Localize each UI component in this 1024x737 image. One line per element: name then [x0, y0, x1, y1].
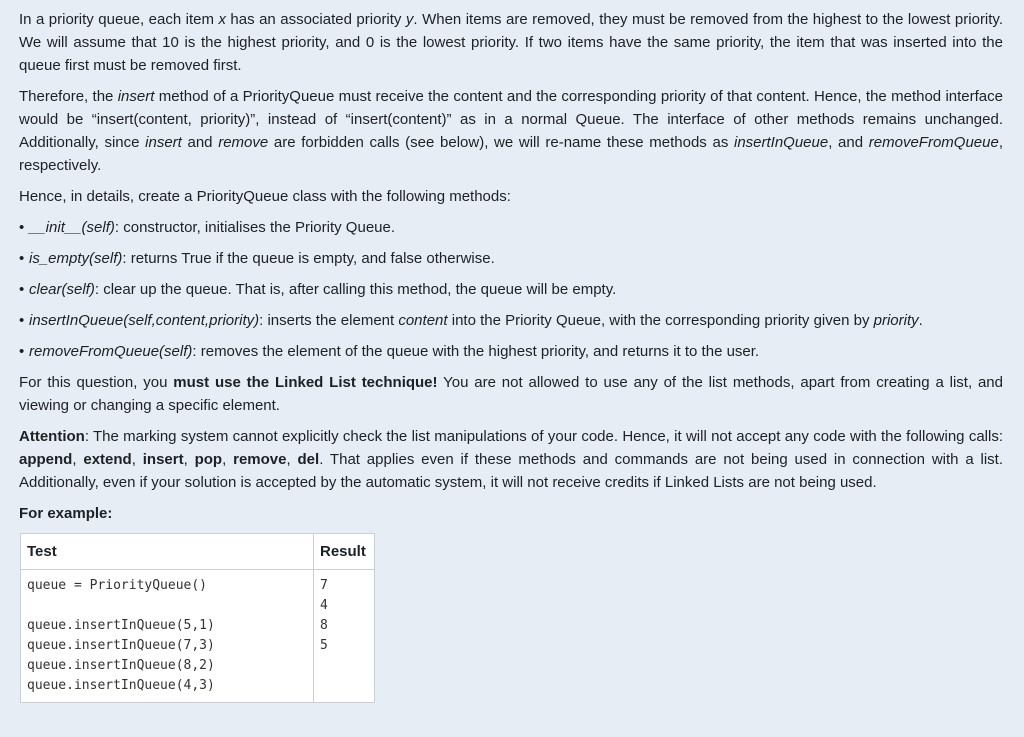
table-header-row: [21, 534, 375, 570]
test-cell: [21, 570, 314, 703]
test-code: queue = PriorityQueue() queue.insertInQueue(5,1) queue.insertInQueue(7,3) queue.insertInQueue(8,2) queue.insertInQueue(4,3): [27, 578, 215, 693]
method-remove-from-queue: • removeFromQueue(self): removes the element of the queue with the highest priority, and returns it to the user.: [19, 340, 1003, 363]
bullet-icon: •: [19, 250, 25, 267]
bullet-icon: •: [19, 281, 25, 298]
table-row: [21, 570, 375, 703]
examples-table: [20, 533, 375, 703]
result-cell: [314, 570, 375, 703]
bullet-icon: •: [19, 219, 25, 236]
column-header-result: Result: [314, 534, 375, 570]
method-is-empty: • is_empty(self): returns True if the queue is empty, and false otherwise.: [19, 247, 1003, 270]
intro-paragraph: In a priority queue, each item x has an associated priority y. When items are removed, they must be removed from the highest to the lowest priority. We will assume that 10 is the highest priority, and 0 is the lowest priority. If two items have the same priority, the item that was inserted into the queue first must be removed first.: [19, 11, 1003, 74]
bullet-icon: •: [19, 312, 25, 329]
method-insert-in-queue: • insertInQueue(self,content,priority): inserts the element content into the Priority Queue, with the corresponding priority given by priority.: [19, 309, 1003, 332]
method-clear: • clear(self): clear up the queue. That is, after calling this method, the queue will be empty.: [19, 278, 1003, 301]
method-init: • __init__(self): constructor, initialises the Priority Queue.: [19, 216, 1003, 239]
linked-list-paragraph: For this question, you must use the Linked List technique! You are not allowed to use any of the list methods, apart from creating a list, and viewing or changing a specific element.: [19, 374, 1003, 414]
column-header-test: Test: [21, 534, 314, 570]
result-output: 7 4 8 5: [320, 578, 328, 653]
attention-paragraph: Attention: The marking system cannot explicitly check the list manipulations of your code. Hence, it will not accept any code with the following calls: append, extend, insert, pop, remove, del. That applies even if these methods and commands are not being used in connection with a list. Additionally, even if your solution is accepted by the automatic system, it will not receive credits if Linked Lists are not being used.: [19, 428, 1004, 491]
details-paragraph: Hence, in details, create a PriorityQueue class with the following methods:: [19, 188, 511, 205]
bullet-icon: •: [19, 343, 25, 360]
interface-paragraph: Therefore, the insert method of a PriorityQueue must receive the content and the corresponding priority of that content. Hence, the method interface would be “insert(content, priority)”, instead of “insert(content)” as in a normal Queue. The interface of other methods remains unchanged. Additionally, since insert and remove are forbidden calls (see below), we will re-name these methods as insertInQueue, and removeFromQueue, respectively.: [19, 88, 1003, 174]
example-heading: For example:: [19, 505, 113, 522]
